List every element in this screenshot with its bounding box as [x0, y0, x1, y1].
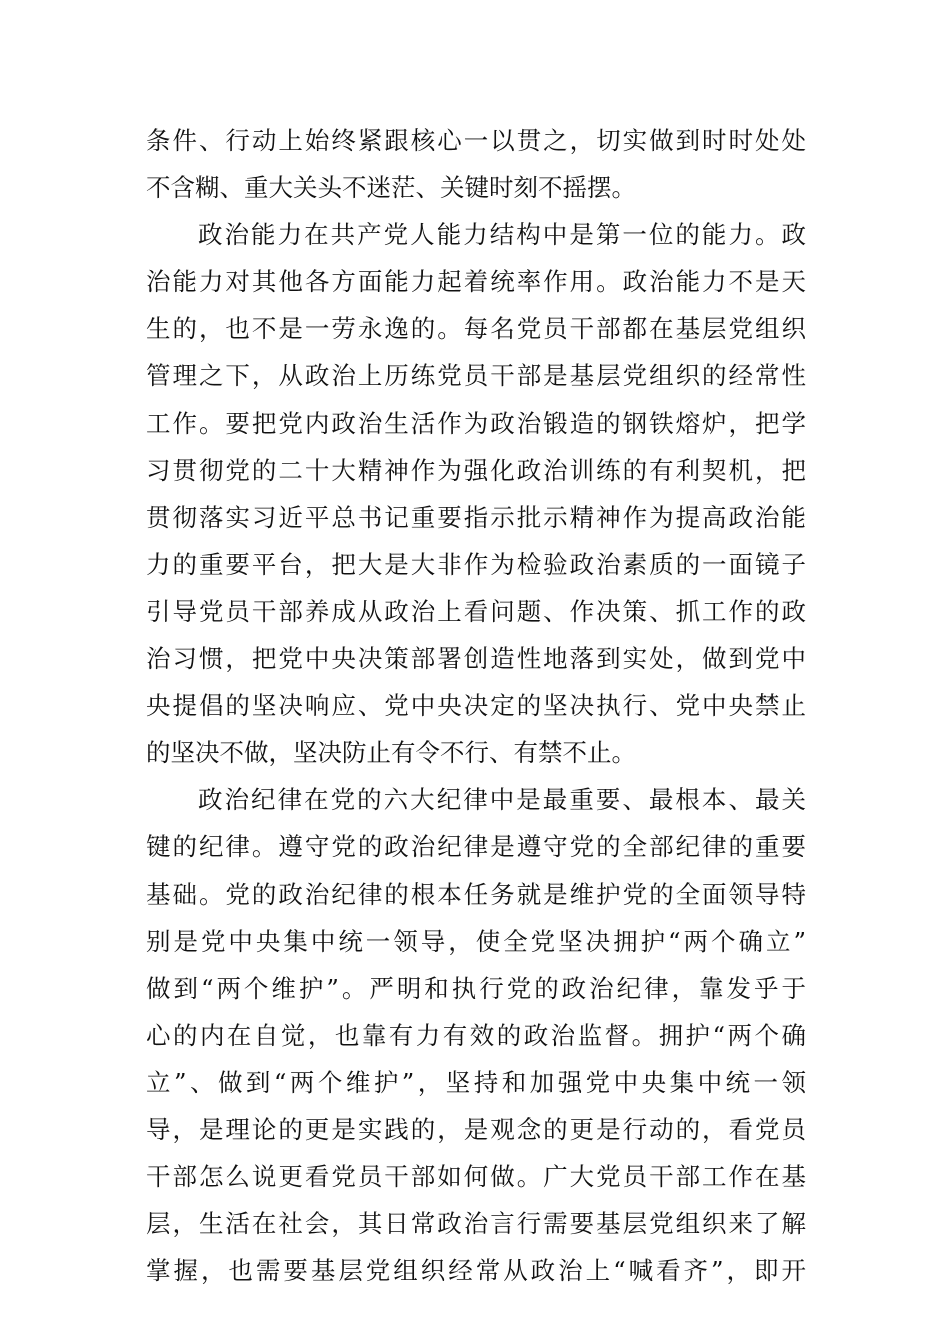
text-line: 导，是理论的更是实践的，是观念的更是行动的，看党员 — [146, 1114, 806, 1144]
text-line: 不含糊、重大关头不迷茫、关键时刻不摇摆。 — [146, 173, 636, 203]
text-line: 立”、做到“两个维护”，坚持和加强党中央集中统一领 — [146, 1067, 806, 1097]
text-line: 心的内在自觉，也靠有力有效的政治监督。拥护“两个确 — [146, 1020, 806, 1050]
body-text — [146, 117, 806, 1294]
text-line: 工作。要把党内政治生活作为政治锻造的钢铁熔炉，把学 — [146, 408, 806, 438]
text-line: 管理之下，从政治上历练党员干部是基层党组织的经常性 — [146, 361, 806, 391]
text-line: 治能力对其他各方面能力起着统率作用。政治能力不是天 — [146, 267, 806, 297]
text-line: 层，生活在社会，其日常政治言行需要基层党组织来了解 — [146, 1209, 806, 1239]
text-line: 力的重要平台，把大是大非作为检验政治素质的一面镜子 — [146, 549, 806, 579]
text-line: 引导党员干部养成从政治上看问题、作决策、抓工作的政 — [146, 596, 806, 626]
text-line: 贯彻落实习近平总书记重要指示批示精神作为提高政治能 — [146, 502, 806, 532]
text-line: 央提倡的坚决响应、党中央决定的坚决执行、党中央禁止 — [146, 691, 806, 721]
text-line: 键的纪律。遵守党的政治纪律是遵守党的全部纪律的重要 — [146, 832, 806, 862]
text-line: 习贯彻党的二十大精神作为强化政治训练的有利契机，把 — [146, 455, 806, 485]
text-line: 的坚决不做，坚决防止有令不行、有禁不止。 — [146, 738, 636, 768]
text-line: 基础。党的政治纪律的根本任务就是维护党的全面领导特 — [146, 879, 806, 909]
text-line: 条件、行动上始终紧跟核心一以贯之，切实做到时时处处 — [146, 126, 806, 155]
text-line: 政治能力在共产党人能力结构中是第一位的能力。政 — [198, 220, 806, 250]
text-line: 掌握，也需要基层党组织经常从政治上“喊看齐”，即开 — [146, 1256, 806, 1286]
text-line: 别是党中央集中统一领导，使全党坚决拥护“两个确立” — [146, 926, 806, 956]
text-line: 干部怎么说更看党员干部如何做。广大党员干部工作在基 — [146, 1162, 806, 1192]
text-line: 生的，也不是一劳永逸的。每名党员干部都在基层党组织 — [146, 314, 806, 344]
text-line: 做到“两个维护”。严明和执行党的政治纪律，靠发乎于 — [146, 973, 806, 1003]
text-line: 治习惯，把党中央决策部署创造性地落到实处，做到党中 — [146, 644, 806, 674]
text-line: 政治纪律在党的六大纪律中是最重要、最根本、最关 — [198, 785, 806, 815]
